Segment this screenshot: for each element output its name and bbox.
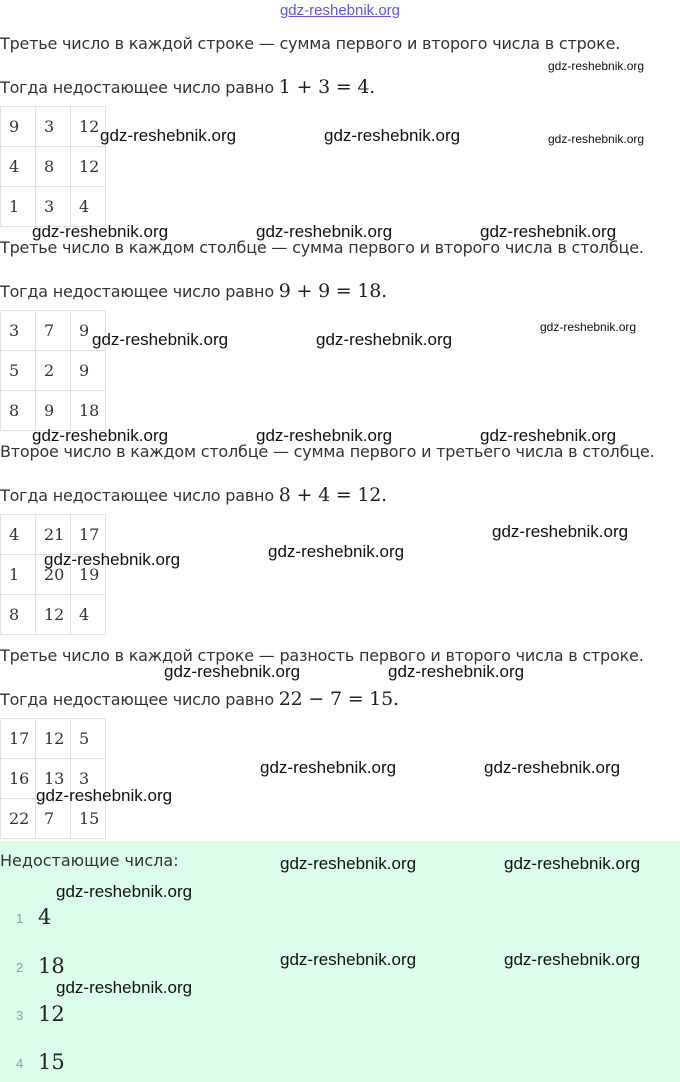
answer-number: 2	[16, 960, 24, 975]
watermark: gdz-reshebnik.org	[480, 426, 617, 445]
grid-cell: 16	[1, 759, 36, 799]
grid-cell: 20	[36, 555, 71, 595]
grid-cell: 9	[71, 311, 106, 351]
grid-cell: 1	[1, 187, 36, 227]
watermark: gdz-reshebnik.org	[480, 222, 617, 241]
number-grid-3	[0, 514, 106, 635]
table-row	[1, 187, 106, 227]
answer-value: 18	[38, 954, 65, 978]
grid-cell: 4	[71, 595, 106, 635]
grid-cell: 4	[1, 147, 36, 187]
grid-cell: 8	[36, 147, 71, 187]
block-3-rule: Второе число в каждом столбце — сумма первого и третьего числа в столбце.	[0, 442, 655, 461]
conclusion-prefix: Тогда недостающее число равно	[0, 282, 274, 301]
math-expression: 8 + 4 = 12.	[278, 484, 387, 506]
answer-number: 1	[16, 911, 24, 926]
watermark: gdz-reshebnik.org	[504, 950, 641, 969]
grid-cell: 19	[71, 555, 106, 595]
grid-cell: 3	[71, 759, 106, 799]
watermark: gdz-reshebnik.org	[268, 542, 405, 561]
grid-cell: 2	[36, 351, 71, 391]
grid-cell: 7	[36, 311, 71, 351]
watermark: gdz-reshebnik.org	[100, 126, 237, 145]
watermark: gdz-reshebnik.org	[56, 882, 193, 901]
answer-number: 4	[16, 1056, 24, 1071]
grid-cell: 9	[1, 107, 36, 147]
grid-cell: 3	[36, 187, 71, 227]
grid-cell: 7	[36, 799, 71, 839]
watermark: gdz-reshebnik.org	[388, 662, 525, 681]
answers-title: Недостающие числа:	[0, 851, 179, 870]
answer-number: 3	[16, 1008, 24, 1023]
block-1-conclusion	[0, 76, 375, 98]
grid-cell: 15	[71, 799, 106, 839]
watermark: gdz-reshebnik.org	[32, 426, 169, 445]
watermark: gdz-reshebnik.org	[504, 854, 641, 873]
watermark: gdz-reshebnik.org	[256, 222, 393, 241]
grid-cell: 3	[36, 107, 71, 147]
answer-value: 15	[38, 1050, 65, 1074]
watermark: gdz-reshebnik.org	[44, 550, 181, 569]
grid-cell: 22	[1, 799, 36, 839]
watermark: gdz-reshebnik.org	[56, 978, 193, 997]
watermark: gdz-reshebnik.org	[164, 662, 301, 681]
watermark: gdz-reshebnik.org	[540, 320, 637, 334]
grid-cell: 12	[71, 147, 106, 187]
grid-cell: 4	[1, 515, 36, 555]
table-row	[1, 147, 106, 187]
watermark: gdz-reshebnik.org	[492, 522, 629, 541]
grid-cell: 9	[71, 351, 106, 391]
watermark: gdz-reshebnik.org	[256, 426, 393, 445]
number-grid-4	[0, 718, 106, 839]
grid-cell: 12	[36, 595, 71, 635]
conclusion-prefix: Тогда недостающее число равно	[0, 486, 274, 505]
block-4-rule: Третье число в каждой строке — разность первого и второго числа в строке.	[0, 646, 644, 665]
block-2-conclusion	[0, 280, 387, 302]
grid-cell: 18	[71, 391, 106, 431]
grid-cell: 1	[1, 555, 36, 595]
block-4-conclusion	[0, 688, 399, 710]
conclusion-prefix: Тогда недостающее число равно	[0, 78, 274, 97]
math-expression: 9 + 9 = 18.	[278, 280, 387, 302]
watermark: gdz-reshebnik.org	[324, 126, 461, 145]
grid-cell: 17	[71, 515, 106, 555]
math-expression: 22 − 7 = 15.	[278, 688, 399, 710]
watermark: gdz-reshebnik.org	[280, 854, 417, 873]
grid-cell: 17	[1, 719, 36, 759]
grid-cell: 5	[71, 719, 106, 759]
grid-cell: 4	[71, 187, 106, 227]
grid-cell: 21	[36, 515, 71, 555]
table-row	[1, 351, 106, 391]
table-row	[1, 595, 106, 635]
watermark: gdz-reshebnik.org	[280, 950, 417, 969]
block-3-conclusion	[0, 484, 387, 506]
number-grid-1	[0, 106, 106, 227]
block-1-rule: Третье число в каждой строке — сумма первого и второго числа в строке.	[0, 34, 621, 53]
number-grid-2	[0, 310, 106, 431]
grid-cell: 8	[1, 391, 36, 431]
grid-cell: 9	[36, 391, 71, 431]
grid-cell: 5	[1, 351, 36, 391]
table-row	[1, 391, 106, 431]
watermark: gdz-reshebnik.org	[548, 59, 645, 73]
grid-cell: 12	[36, 719, 71, 759]
table-row	[1, 719, 106, 759]
block-2-rule: Третье число в каждом столбце — сумма первого и второго числа в столбце.	[0, 238, 644, 257]
grid-cell: 13	[36, 759, 71, 799]
answer-value: 12	[38, 1002, 65, 1026]
watermark: gdz-reshebnik.org	[316, 330, 453, 349]
watermark: gdz-reshebnik.org	[36, 786, 173, 805]
table-row	[1, 311, 106, 351]
watermark: gdz-reshebnik.org	[92, 330, 229, 349]
watermark: gdz-reshebnik.org	[32, 222, 169, 241]
site-header-link[interactable]: gdz-reshebnik.org	[279, 2, 401, 19]
watermark: gdz-reshebnik.org	[260, 758, 397, 777]
watermark: gdz-reshebnik.org	[548, 132, 645, 146]
answer-value: 4	[38, 905, 52, 929]
table-row	[1, 515, 106, 555]
watermark: gdz-reshebnik.org	[484, 758, 621, 777]
grid-cell: 8	[1, 595, 36, 635]
grid-cell: 12	[71, 107, 106, 147]
table-row	[1, 107, 106, 147]
conclusion-prefix: Тогда недостающее число равно	[0, 690, 274, 709]
grid-cell: 3	[1, 311, 36, 351]
math-expression: 1 + 3 = 4.	[278, 76, 376, 98]
